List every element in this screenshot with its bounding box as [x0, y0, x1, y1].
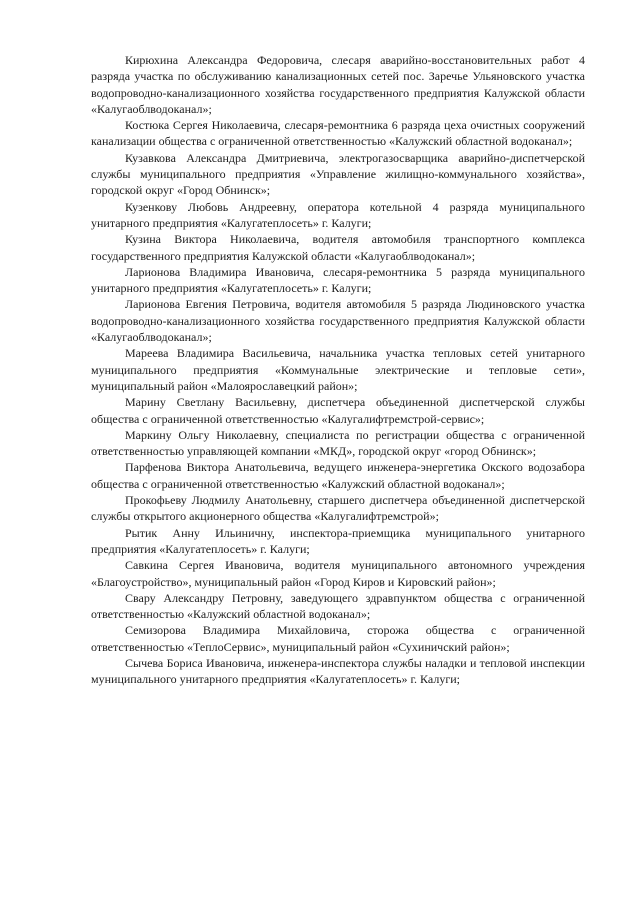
paragraph-kostyuk: Костюка Сергея Николаевича, слесаря-ремонтника 6 разряда цеха очистных сооружений канализации общества с ограниченной ответственностью «Калужский областной водоканал»; — [91, 118, 585, 149]
paragraph-mareev: Мареева Владимира Васильевича, начальника участка тепловых сетей унитарного муниципального предприятия «Коммунальные электрические и тепловые сети», муниципальный район «Малоярославецкий район»; — [91, 346, 585, 393]
paragraph-markina: Маркину Ольгу Николаевну, специалиста по регистрации общества с ограниченной ответственностью управляющей компании «МКД», городской округ «город Обнинск»; — [91, 427, 585, 459]
paragraph-kuzavkov: Кузавкова Александра Дмитриевича, электрогазосварщика аварийно-диспетчерской службы муниципального предприятия «Управление жилищно-коммунального хозяйства», городской округ «Город Обнинск»; — [91, 150, 585, 198]
paragraph-prokofyeva: Прокофьеву Людмилу Анатольевну, старшего диспетчера объединенной диспетчерской службы открытого акционерного общества «Калугалифтремстрой»; — [91, 493, 585, 524]
paragraph-larionov-vladimir: Ларионова Владимира Ивановича, слесаря-ремонтника 5 разряда муниципального унитарного предприятия «Калугатеплосеть» г. Калуги; — [91, 264, 585, 296]
paragraph-svara: Свару Александру Петровну, заведующего здравпунктом общества с ограниченной ответственностью «Калужский областной водоканал»; — [91, 590, 585, 622]
paragraph-savkin: Савкина Сергея Ивановича, водителя муниципального автономного учреждения «Благоустройство», муниципальный район «Город Киров и Кировский район»; — [91, 558, 585, 589]
paragraph-rytik: Рытик Анну Ильиничну, инспектора-приемщика муниципального унитарного предприятия «Калугатеплосеть» г. Калуги; — [91, 525, 585, 556]
document-body — [91, 52, 585, 688]
paragraph-kuzin: Кузина Виктора Николаевича, водителя автомобиля транспортного комплекса государственного предприятия Калужской области «Калугаоблводоканал»; — [91, 232, 585, 263]
paragraph-kuzenkova: Кузенкову Любовь Андреевну, оператора котельной 4 разряда муниципального унитарного предприятия «Калугатеплосеть» г. Калуги; — [91, 199, 585, 230]
paragraph-semizorov: Семизорова Владимира Михайловича, сторожа общества с ограниченной ответственностью «ТеплоСервис», муниципальный район «Сухиничский район»; — [91, 623, 585, 654]
paragraph-kiryukhina: Кирюхина Александра Федоровича, слесаря аварийно-восстановительных работ 4 разряда участка по обслуживанию канализационных сетей пос. Заречье Ульяновского участка водопроводно-канализационного хозяйства государственного предприятия Калужской области «Калугаоблводоканал»; — [91, 53, 585, 116]
paragraph-sychev: Сычева Бориса Ивановича, инженера-инспектора службы наладки и тепловой инспекции муниципального унитарного предприятия «Калугатеплосеть» г. Калуги; — [91, 655, 585, 687]
paragraph-marina: Марину Светлану Васильевну, диспетчера объединенной диспетчерской службы общества с ограниченной ответственностью «Калугалифтремстрой-сервис»; — [91, 395, 585, 426]
paragraph-parfenov: Парфенова Виктора Анатольевича, ведущего инженера-энергетика Окского водозабора общества с ограниченной ответственностью «Калужский областной водоканал»; — [91, 460, 585, 491]
paragraph-larionov-evgeny: Ларионова Евгения Петровича, водителя автомобиля 5 разряда Людиновского участка водопроводно-канализационного хозяйства государственного предприятия Калужской области «Калугаоблводоканал»; — [91, 297, 585, 345]
